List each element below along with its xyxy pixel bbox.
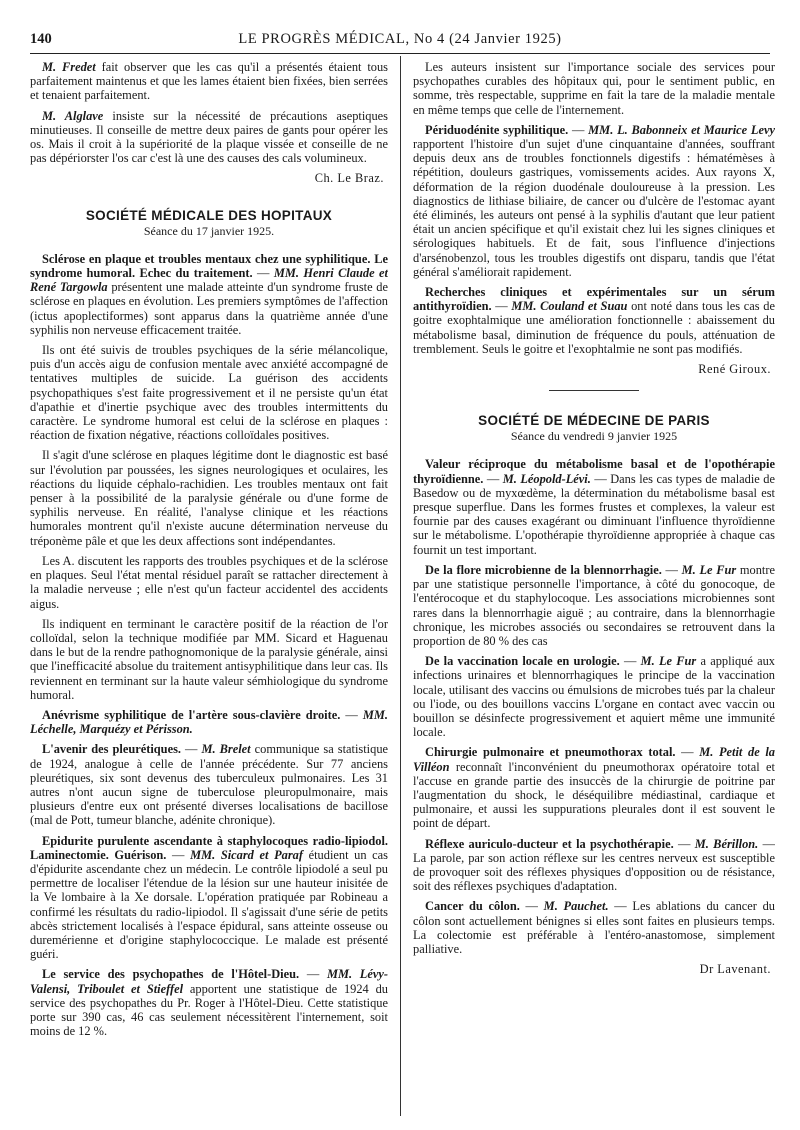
article-authors: M. Petit de la Villéon (413, 745, 775, 774)
separator: — (661, 562, 682, 577)
page-header (30, 28, 770, 52)
article-authors: MM. Henri Claude et René Targowla (30, 266, 388, 295)
article-authors: M. Le Fur (681, 562, 737, 577)
paragraph-epidurite (30, 834, 388, 962)
paragraph-text: fait observer que les cas qu'il a présentés étaient tous parfaitement maintenus et que les lames étaient bien fixées, bien serrées et tenaient parfaitement. (30, 60, 388, 103)
section-title-paris: SOCIÉTÉ DE MÉDECINE DE PARIS (478, 413, 710, 429)
separator: — (340, 707, 363, 722)
paragraph-text: montre par une statistique personnelle l'importance, à côté du gonocoque, de l'entérocoque et du staphylocoque. Les associations microbiennes sont rares dans la blennorrhagie aiguë ; au contraire, dans la blennorrhagie chronique, les microbes associés ou secondaires se retrouvent dans la proportion de 80 % des cas (413, 562, 775, 648)
separator: — (166, 847, 191, 862)
paragraph-vaccination (413, 654, 775, 739)
paragraph-cancer (413, 899, 775, 956)
separator: — (491, 299, 512, 314)
paragraph-reflexe (413, 837, 775, 894)
paragraph-text: présentent une malade atteinte d'un syndrome fruste de sclérose en plaques en évolution. Les premiers symptômes de l'affection (ictus apoplectiformes) sont apparus dans la quatrième année d'une syphilis non nerveuse efficacement traitée. (30, 280, 388, 337)
paragraph-text: apportent une statistique de 1924 du service des psychopathes du Pr. Roger à l'Hôtel-Dieu. Cette statistique porte sur 390 cas, 46 cas seulement nécessitèrent l'internement, soit moins de 12 %. (30, 981, 388, 1039)
article-title: Valeur réciproque du métabolisme basal et de l'opothérapie thyroïdienne. (413, 457, 775, 486)
article-title: De la vaccination locale en urologie. (425, 654, 620, 669)
article-authors: M. Pauchet. (543, 899, 609, 914)
author-name: M. Alglave (42, 108, 104, 123)
paragraph-sclerose-2: Ils ont été suivis de troubles psychiques de la série mélancolique, puis d'un accès aigu de confusion mentale avec anxiété accompagné de tentatives multiples de suicide. La guérison des accidents psychopathiques s'est faite progressivement et il ne persiste qu'un état d'apathie et d'inertie psychique avec des troubles intermittents du caractère. Le syndrome humoral est celui de la sclérose en plaques : réaction de fixation négative, réactions colloïdales positives. (30, 343, 388, 443)
paragraph-auteurs: Les auteurs insistent sur l'importance sociale des services pour psychopathes curables des hôpitaux qui, pour le sentiment public, en somme, très respectable, supprime en fait la tare de la maladie mentale en même temps que celle de l'internement. (413, 60, 775, 117)
signature-lavenant: Dr Lavenant. (699, 962, 771, 977)
paragraph-service (30, 967, 388, 1038)
signature-giroux: René Giroux. (698, 362, 771, 377)
paragraph-text: reconnaît l'inconvénient du pneumothorax opératoire total et l'accuse en grande partie des insuccès de la chirurgie de poitrine par l'augmentation du shock, le déséquilibre médiastinal, cardiaque et pulmonaire, et aussi les suppurations pleurales dont il est souvent le point de départ. (413, 759, 775, 831)
page-number: 140 (30, 31, 52, 47)
paragraph-text: rapportent l'histoire d'un sujet d'une cinquantaine d'années, souffrant depuis deux ans de troubles fonctionnels digestifs : hématémèses à répétition, douleurs gastriques, vomissements acides. Aux rayons X, déformation de la région duodénale douloureuse à la pression. Les diagnostics de lithiase biliaire, de cancer ou d'ulcère de l'estomac ayant été éliminés, les auteurs ont pensé à la syphilis d'autant que leur patient était un ancien spécifique et qu'il existait chez lui les signes cliniques et sérologiques habituels. Et de fait, sous l'influence d'injections d'arsénobenzol, tous les troubles digestifs ont disparu, tandis que l'état général s'améliorait rapidement. (413, 137, 775, 279)
separator: — (568, 122, 589, 137)
article-title: Réflexe auriculo-ducteur et la psychothérapie. (425, 836, 674, 851)
article-title: Epidurite purulente ascendante à staphylocoques radio-lipiodol. Laminectomie. Guérison. (30, 833, 388, 862)
paragraph-text: ont noté dans tous les cas de goitre exophtalmique une amélioration fonctionnelle : abaissement du métabolisme basal, diminution de fréquence du pouls, atténuation de tremblement. Seuls le goitre et l'exophtalmie ne sont pas modifiés. (413, 299, 775, 356)
article-title: Périduodénite syphilitique. (425, 122, 569, 137)
paragraph-flore (413, 563, 775, 648)
section-separator-rule (549, 390, 639, 391)
article-title: Sclérose en plaque et troubles mentaux chez une syphilitique. Le syndrome humoral. Echec du traitement. (30, 251, 388, 281)
separator: — (675, 745, 700, 760)
paragraph-sclerose-5: Ils indiquent en terminant le caractère positif de la réaction de l'or colloïdal, selon la technique modifiée par MM. Sicard et Haguenau dans le but de la rendre pathognomonique de la paralysie générale, ainsi que l'inefficacité absolue du traitement antisyphilitique dans leur cas. Ils reviennent en terminant sur la haute valeur sémhiologique du syndrome humoral. (30, 616, 388, 702)
article-title: Chirurgie pulmonaire et pneumothorax total. (425, 745, 676, 760)
signature-le-braz: Ch. Le Braz. (314, 171, 384, 186)
article-authors: MM. Léchelle, Marquézy et Périsson. (30, 707, 388, 737)
separator: — (483, 471, 503, 486)
article-authors: M. Le Fur (640, 654, 697, 669)
author-name: M. Fredet (42, 60, 96, 74)
article-authors: M. Léopold-Lévi. (502, 471, 591, 486)
paragraph-periduodenite (413, 123, 775, 279)
paragraph-text: — La parole, par son action réflexe sur les centres nerveux est susceptible de provoquer soit des réflexes physiques d'opposition ou de résistance, soit des réflexes psychiques d'adaptation. (413, 836, 775, 894)
article-authors: MM. Couland et Suau (511, 299, 628, 314)
article-title: L'avenir des pleurétiques. (42, 742, 181, 757)
paragraph-text: insiste sur la nécessité de précautions aseptiques minutieuses. Il conseille de mettre deux paires de gants pour opérer les os. Mais il croit à la supériorité de la plaque vissée et conseille de ne pas dépériorster l'os car c'est là une des causes des cals volumineux. (30, 108, 388, 166)
paragraph-sclerose-4: Les A. discutent les rapports des troubles psychiques et de la sclérose en plaques. Seul l'état mental résiduel paraît se rattacher directement à la maladie nerveuse ; elle n'est qu'un facteur accidentel des accidents aigus. (30, 553, 388, 611)
article-authors: M. Bérillon. (694, 836, 759, 851)
article-authors: MM. L. Babonneix et Maurice Levy (588, 122, 775, 137)
section-title-hopitaux: SOCIÉTÉ MÉDICALE DES HOPITAUX (85, 207, 333, 223)
article-authors: MM. Lévy-Valensi, Triboulet et Stieffel (30, 967, 388, 996)
paragraph-recherches (413, 285, 775, 356)
header-rule (30, 53, 770, 54)
separator: — (619, 654, 641, 669)
left-column (30, 60, 388, 1110)
paragraph-alglave (30, 109, 388, 166)
paragraph-text: étudient un cas d'épidurite ascendante chez un médecin. Le contrôle lipiodolé a seul pu permettre de localiser l'étendue de la lésion sur une hauteur inisitée de la Ve lombaire à la Xe dorsale. L'opération pratiquée par Robineau a confirmé les résultats du radio-lipiodol. Il s'agissait d'une série de petits abcès strictement localisés à l'espace épidural, sans atteinte osseuse ou duremérienne et d'origine staphylococcique. Le malade est présenté guéri. (30, 847, 388, 962)
article-title: Le service des psychopathes de l'Hôtel-Dieu. (42, 967, 300, 982)
separator: — (181, 742, 202, 757)
paragraph-text: — Les ablations du cancer du côlon sont actuellement bénignes si elles sont faites en plusieurs temps. La colectomie est préférable à l'entéro-anastomose, simplement palliative. (413, 899, 775, 956)
paragraph-sclerose-3: Il s'agit d'une sclérose en plaques légitime dont le diagnostic est basé sur l'évolution par poussées, les signes neurologiques et oculaires, les réactions du liquide céphalo-rachidien. Les troubles mentaux ont fait penser à la possibilité de la paralysie générale ou d'une forme de syphilis nerveuse. En réalité, l'analyse clinique et les réactions humorales montrent qu'il n'existe aucune détermination nerveuse du tréponème pâle et que les deux affections sont indépendantes. (30, 448, 388, 548)
column-divider (400, 56, 401, 1116)
section-date-paris: Séance du vendredi 9 janvier 1925 (510, 429, 678, 444)
paragraph-pleuretiques (30, 742, 388, 827)
paragraph-text: a appliqué aux infections urinaires et blennorrhagiques le principe de la vaccination locale, utilisant des vaccins ou émulsions de microbes tués par la chaleur ou l'iode, ou des bouillons vaccins L'organe en contact avec vaccin ou bouillon se désinfecte progressivement et aquiert même une immunité locale. (413, 654, 775, 740)
article-authors: M. Brelet (201, 742, 251, 757)
paragraph-text: communique sa statistique de 1924, analogue à celle de l'année précédente. Sur 77 anciens pleurétiques, six sont devenus des tuberculeux pulmonaires. Les 31 autres n'ont aucun signe de tuberculose pleuropulmonaire, mais plusieurs d'entre eux ont présenté diverses localisations de bacillose (mal de Pott, tumeur blanche, adénite chronique). (30, 742, 388, 828)
section-date-hopitaux: Séance du 17 janvier 1925. (143, 223, 275, 238)
article-title: De la flore microbienne de la blennorrhagie. (425, 562, 662, 577)
article-authors: MM. Sicard et Paraf (190, 847, 303, 862)
paragraph-valeur (413, 457, 775, 556)
paragraph-anevrisme (30, 708, 388, 736)
right-column (413, 60, 775, 1110)
article-title: Cancer du côlon. (425, 899, 520, 914)
separator: — (519, 899, 544, 914)
paragraph-chirurgie (413, 745, 775, 830)
separator: — (299, 967, 327, 982)
paragraph-sclerose (30, 252, 388, 337)
article-title: Recherches cliniques et expérimentales sur un sérum antithyroïdien. (413, 285, 775, 314)
running-head: LE PROGRÈS MÉDICAL, No 4 (24 Janvier 1925) (238, 31, 562, 47)
article-title: Anévrisme syphilitique de l'artère sous-clavière droite. (42, 707, 341, 722)
paragraph-text: — Dans les cas types de maladie de Basedow ou de myxœdème, la détermination du métabolisme basal est presque superflue. Dans les formes frustes et complexes, la valeur est fournie par des causes exagérant ou diminuant l'influence thyroïdienne sur le métabolisme. L'opothérapie thyroïdienne appropriée à chaque cas fournit un test important. (413, 471, 775, 557)
separator: — (252, 266, 274, 281)
paragraph-fredet (30, 60, 388, 103)
separator: — (673, 836, 695, 851)
